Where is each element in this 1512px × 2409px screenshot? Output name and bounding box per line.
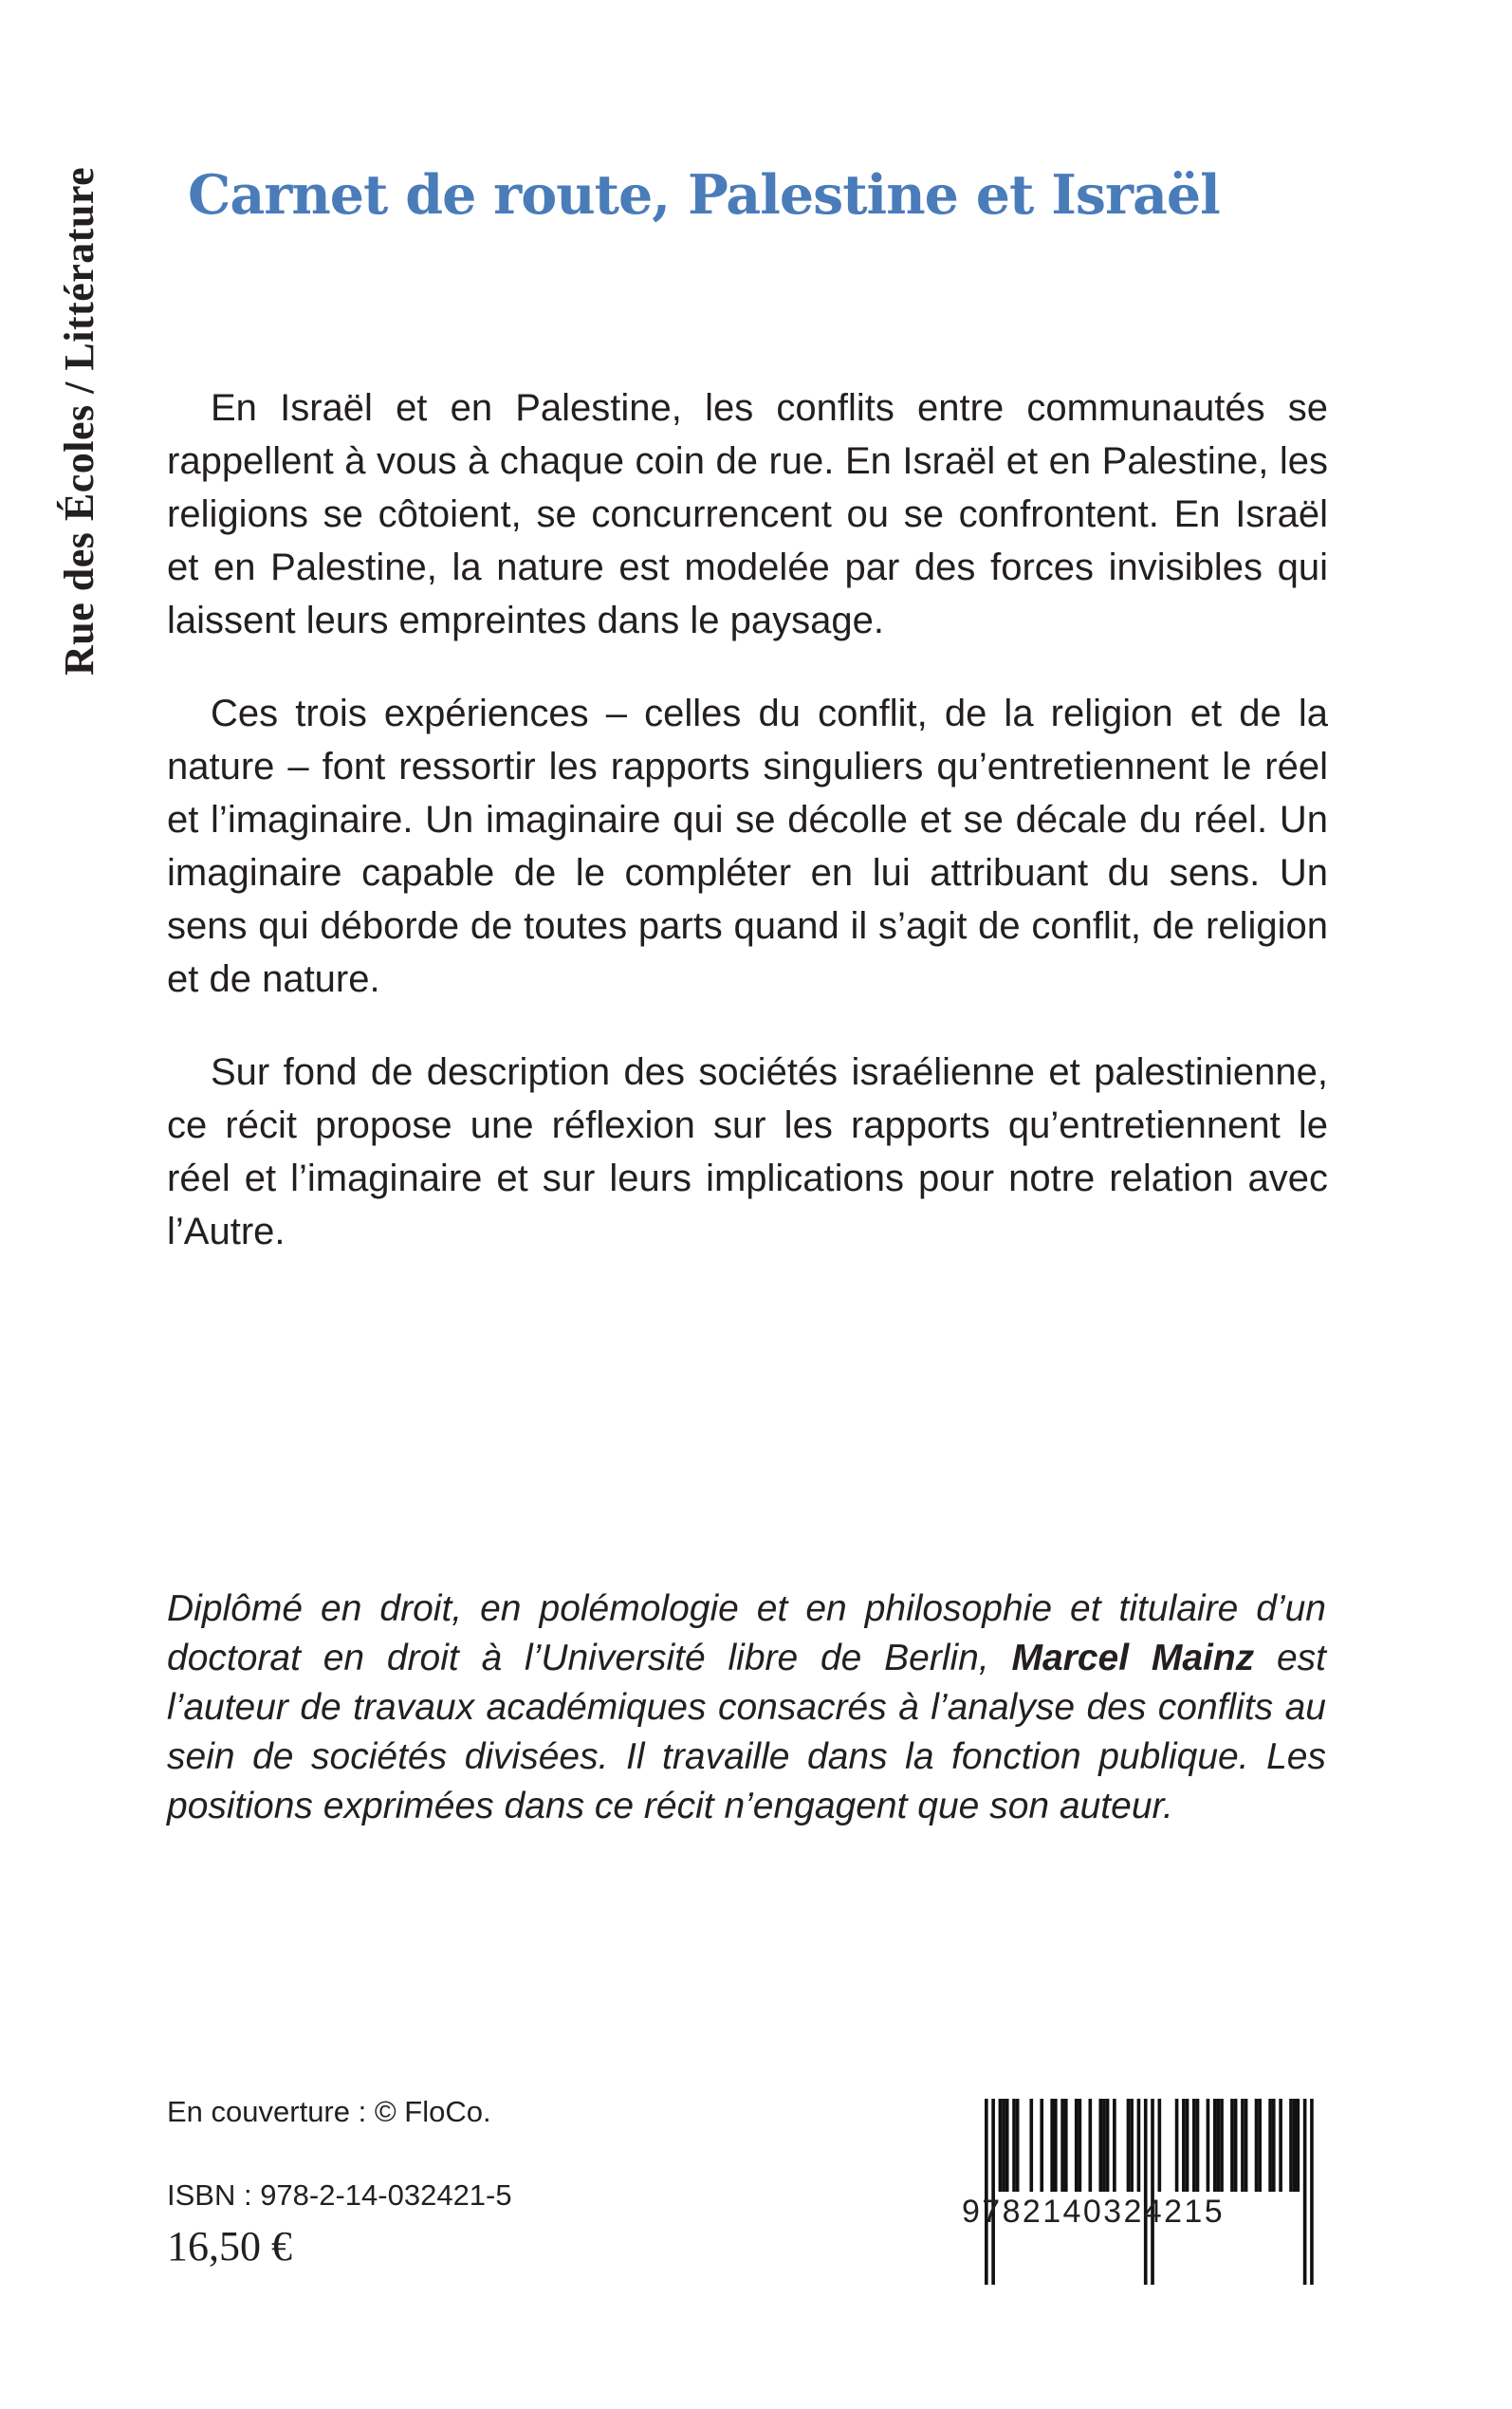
barcode-bar xyxy=(1272,2099,1276,2192)
author-bio-rest: est l’auteur de travaux académiques consacrés à l’analyse des conflits au sein de sociétés divisées. Il travaille dans la fonction publique. Les positions exprimées dans ce récit n’engagent que son auteur. xyxy=(167,1638,1326,1826)
barcode-bar xyxy=(985,2099,988,2285)
barcode-bar xyxy=(1002,2099,1005,2192)
barcode-bar xyxy=(1144,2099,1148,2285)
barcode-bar xyxy=(1213,2099,1217,2192)
description-paragraph-1 xyxy=(167,381,1328,647)
barcode-bar xyxy=(991,2099,995,2285)
barcode-bar xyxy=(1130,2099,1134,2192)
description-text: Ces trois expériences – celles du conflit, de la religion et de la nature – font ressortir les rapports singuliers qu’entretiennent le réel et l’imaginaire. Un imaginaire qui se décolle et se décale du réel. Un imaginaire capable de le compléter en lui attribuant du sens. Un sens qui déborde de toutes parts quand il s’agit de conflit, de religion et de nature. xyxy=(167,693,1328,1000)
isbn: ISBN : 978-2-14-032421-5 xyxy=(167,2178,512,2212)
barcode-bar xyxy=(1050,2099,1054,2192)
barcode-bar xyxy=(1293,2099,1297,2192)
barcode-bar xyxy=(1175,2099,1179,2192)
barcode-bar xyxy=(1151,2099,1154,2285)
barcode-digits: 9782140324215 xyxy=(962,2194,1226,2230)
barcode-bar xyxy=(1258,2099,1262,2192)
barcode-bar xyxy=(1186,2099,1189,2192)
barcode-bar xyxy=(1217,2099,1221,2192)
barcode-bar xyxy=(1016,2099,1020,2192)
barcode-bar xyxy=(1289,2099,1293,2192)
barcode-bar xyxy=(1079,2099,1082,2192)
price: 16,50 € xyxy=(167,2223,292,2270)
author-name: Marcel Mainz xyxy=(1011,1638,1255,1678)
barcode-bar xyxy=(1196,2099,1200,2192)
barcode-bar xyxy=(1182,2099,1186,2192)
description-paragraph-2 xyxy=(167,687,1328,1006)
barcode xyxy=(985,2099,1317,2285)
spine-collection-label: Rue des Écoles / Littérature xyxy=(56,166,102,676)
barcode-bar xyxy=(1106,2099,1110,2192)
barcode-bar xyxy=(1113,2099,1116,2192)
barcode-bar xyxy=(1054,2099,1058,2192)
description-text: Sur fond de description des sociétés israélienne et palestinienne, ce récit propose une réflexion sur les rapports qu’entretiennent le réel et l’imaginaire et sur leurs implications pour notre relation avec l’Autre. xyxy=(167,1051,1328,1252)
description-paragraph-3 xyxy=(167,1046,1328,1258)
barcode-bar xyxy=(1245,2099,1248,2192)
barcode-bar xyxy=(1230,2099,1234,2192)
barcode-bar xyxy=(1310,2099,1314,2285)
author-bio-intro: Diplômé en droit, en polémologie et en philosophie et titulaire d’un doctorat en droit à l’Université libre de Berlin, xyxy=(167,1588,1326,1678)
barcode-bar xyxy=(1029,2099,1033,2192)
barcode-bar xyxy=(1220,2099,1224,2192)
barcode-bar xyxy=(1102,2099,1106,2192)
barcode-bar xyxy=(1012,2099,1016,2192)
barcode-bar xyxy=(1279,2099,1282,2192)
barcode-bar xyxy=(999,2099,1003,2192)
book-title: Carnet de route, Palestine et Israël xyxy=(188,163,1220,227)
barcode-bar xyxy=(1137,2099,1141,2192)
barcode-bar xyxy=(1192,2099,1196,2192)
barcode-bar xyxy=(1060,2099,1064,2192)
barcode-bar xyxy=(1089,2099,1093,2192)
barcode-bar xyxy=(1040,2099,1043,2192)
barcode-bar xyxy=(1075,2099,1079,2192)
barcode-bar xyxy=(1303,2099,1307,2285)
barcode-bar xyxy=(1268,2099,1272,2192)
barcode-bar xyxy=(1234,2099,1238,2192)
author-bio xyxy=(167,1584,1326,1831)
barcode-bar xyxy=(1158,2099,1162,2192)
barcode-bar xyxy=(1207,2099,1210,2192)
barcode-bar xyxy=(1241,2099,1245,2192)
barcode-bar xyxy=(1255,2099,1259,2192)
description-text: En Israël et en Palestine, les conflits entre communautés se rappellent à vous à chaque coin de rue. En Israël et en Palestine, les religions se côtoient, se concurrencent ou se confrontent. En Israël et en Palestine, la nature est modelée par des forces invisibles qui laissent leurs empreintes dans le paysage. xyxy=(167,387,1328,641)
barcode-bar xyxy=(1005,2099,1009,2192)
barcode-bar xyxy=(1127,2099,1131,2192)
cover-credit: En couverture : © FloCo. xyxy=(167,2095,491,2128)
barcode-bar xyxy=(1297,2099,1300,2192)
barcode-bar xyxy=(1098,2099,1102,2192)
barcode-bar xyxy=(1064,2099,1068,2192)
barcode-bars xyxy=(985,2099,1317,2285)
